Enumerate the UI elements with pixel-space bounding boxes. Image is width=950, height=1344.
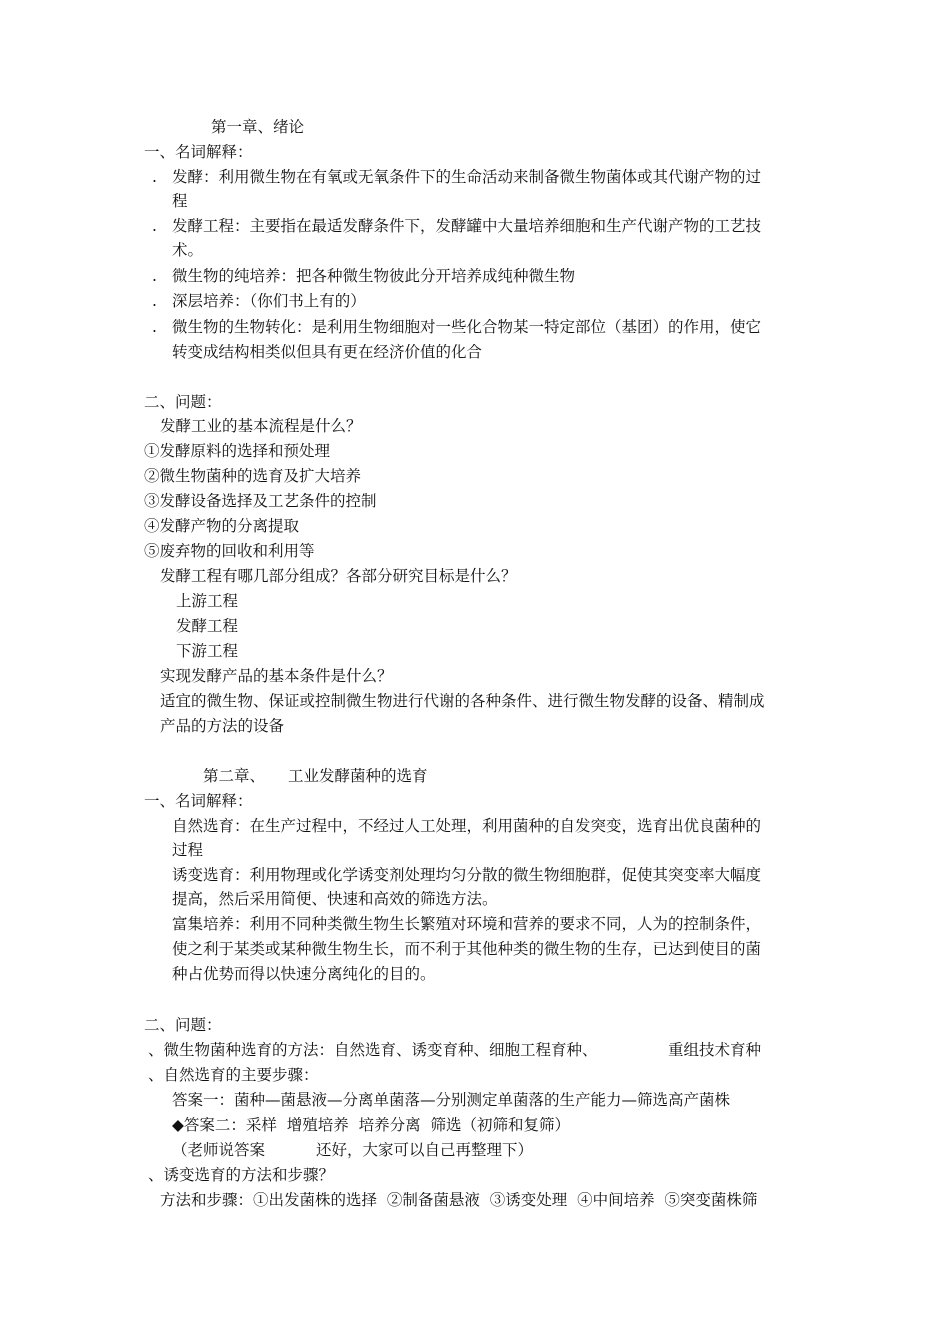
list-item: ②微生物菌种的选育及扩大培养: [144, 467, 362, 485]
term-definition: 过程: [172, 841, 204, 859]
question: 、诱变选育的方法和步骤？: [148, 1166, 335, 1184]
term-definition: 微生物的纯培养：把各种微生物彼此分开培养成纯种微生物: [172, 267, 576, 285]
term-definition: 转变成结构相类似但具有更在经济价值的化合: [172, 343, 483, 361]
term-definition: 富集培养：利用不同种类微生物生长繁殖对环境和营养的要求不同，人为的控制条件，: [172, 915, 762, 933]
bullet: .: [152, 217, 157, 235]
section-heading: 一、名词解释：: [144, 143, 253, 161]
term-definition: 使之利于某类或某种微生物生长，而不利于其他种类的微生物的生存，已达到使目的菌: [172, 940, 762, 958]
note-line: （老师说答案: [172, 1141, 266, 1159]
term-definition: 自然选育：在生产过程中，不经过人工处理，利用菌种的自发突变，选育出优良菌种的: [172, 817, 762, 835]
list-item: ⑤废弃物的回收和利用等: [144, 542, 315, 560]
answer-line: 适宜的微生物、保证或控制微生物进行代谢的各种条件、进行微生物发酵的设备、精制成: [160, 692, 765, 710]
term-definition: 诱变选育：利用物理或化学诱变剂处理均匀分散的微生物细胞群，促使其突变率大幅度: [172, 866, 762, 884]
term-definition: 微生物的生物转化：是利用生物细胞对一些化合物某一特定部位（基团）的作用，使它: [172, 318, 762, 336]
question: 、自然选育的主要步骤：: [148, 1066, 319, 1084]
list-item: ④发酵产物的分离提取: [144, 517, 300, 535]
term-definition: 发酵：利用微生物在有氧或无氧条件下的生命活动来制备微生物菌体或其代谢产物的过: [172, 168, 762, 186]
list-item: 发酵工程: [176, 617, 239, 635]
list-item: ③发酵设备选择及工艺条件的控制: [144, 492, 377, 510]
bullet: .: [152, 318, 157, 336]
term-definition: 种占优势而得以快速分离纯化的目的。: [172, 965, 436, 983]
term-definition: 术。: [172, 241, 204, 259]
term-definition: 深层培养：（你们书上有的）: [172, 292, 366, 310]
term-definition: 提高，然后采用简便、快速和高效的筛选方法。: [172, 890, 498, 908]
answer-line: 答案一：菌种—菌悬液—分离单菌落—分别测定单菌落的生产能力—筛选高产菌株: [172, 1091, 731, 1109]
section-heading: 一、名词解释：: [144, 792, 253, 810]
term-definition: 发酵工程：主要指在最适发酵条件下，发酵罐中大量培养细胞和生产代谢产物的工艺技: [172, 217, 762, 235]
list-item: 下游工程: [176, 642, 239, 660]
chapter-title: 第二章、: [203, 767, 266, 785]
question: 发酵工程有哪几部分组成？各部分研究目标是什么？: [160, 567, 517, 585]
note-line: 还好，大家可以自己再整理下）: [316, 1141, 534, 1159]
bullet: .: [152, 292, 157, 310]
list-item: 上游工程: [176, 592, 239, 610]
term-definition: 程: [172, 192, 188, 210]
question: 实现发酵产品的基本条件是什么？: [160, 667, 393, 685]
chapter-title: 工业发酵菌种的选育: [288, 767, 428, 785]
question: 、微生物菌种选育的方法：自然选育、诱变育种、细胞工程育种、: [148, 1041, 598, 1059]
answer-line: 产品的方法的设备: [160, 717, 285, 735]
list-item: ①发酵原料的选择和预处理: [144, 442, 331, 460]
question: 发酵工业的基本流程是什么？: [160, 417, 362, 435]
section-heading: 二、问题：: [144, 393, 222, 411]
answer-line: 方法和步骤：①出发菌株的选择 ②制备菌悬液 ③诱变处理 ④中间培养 ⑤突变菌株筛: [160, 1191, 758, 1209]
bullet: .: [152, 168, 157, 186]
bullet: .: [152, 267, 157, 285]
question: 重组技术育种: [668, 1041, 762, 1059]
section-heading: 二、问题：: [144, 1016, 222, 1034]
answer-line: ◆答案二：采样 增殖培养 培养分离 筛选（初筛和复筛）: [172, 1116, 570, 1134]
chapter-title: 第一章、绪论: [211, 118, 305, 136]
